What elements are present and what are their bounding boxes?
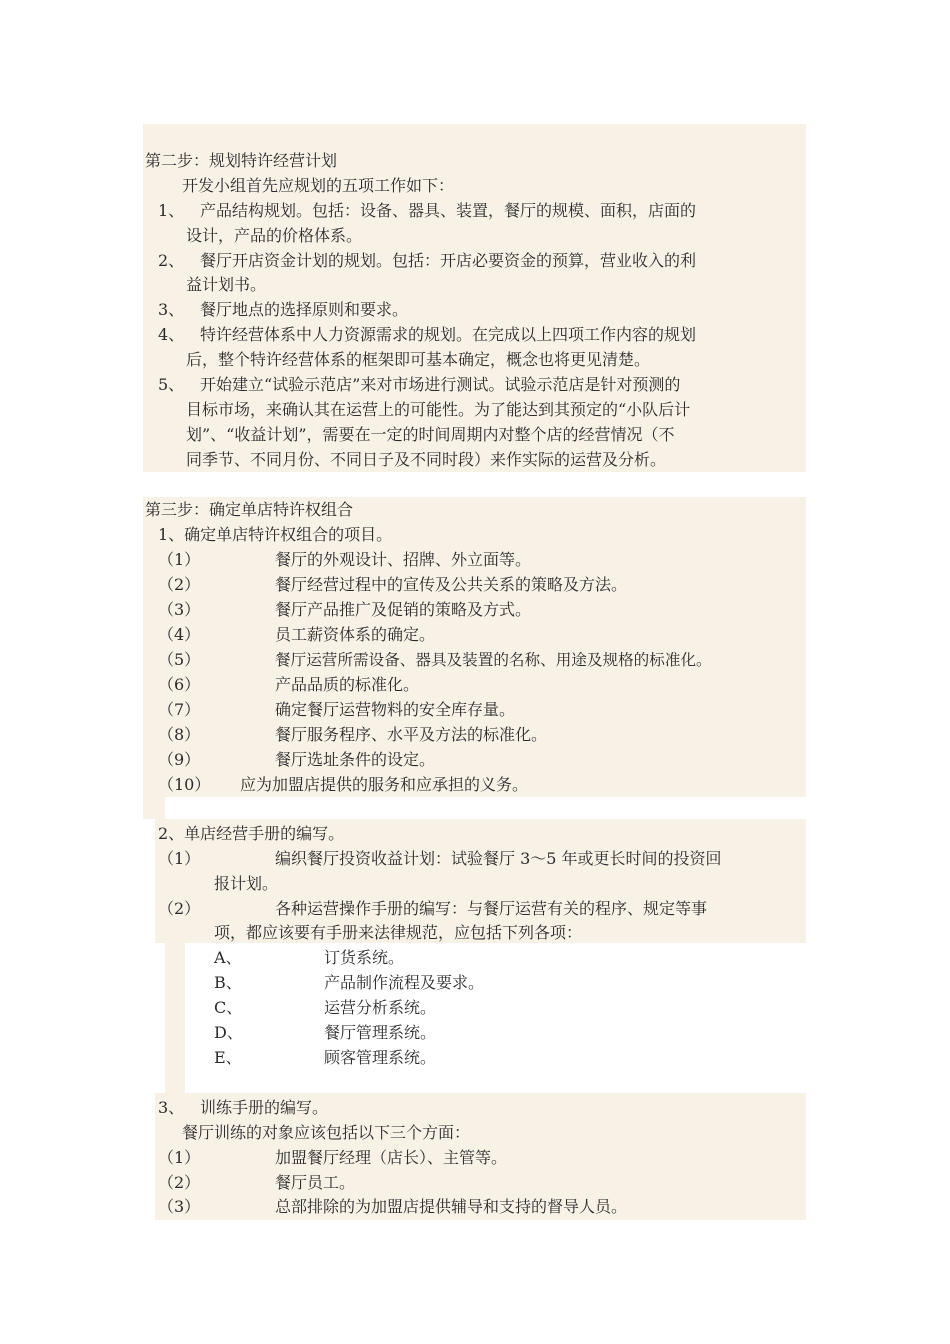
part2-sub-e-num: E、 — [214, 1048, 242, 1067]
part1-item3-text: 餐厅产品推广及促销的策略及方式。 — [275, 600, 532, 619]
part2-item2-line2: 项，都应该要有手册来法律规范，应包括下列各项： — [214, 923, 583, 942]
part1-item8-text: 餐厅服务程序、水平及方法的标准化。 — [275, 725, 548, 744]
part2-sub-a-text: 订货系统。 — [324, 948, 405, 967]
part2-sub-e-text: 顾客管理系统。 — [324, 1048, 437, 1067]
section3-part3-intro: 餐厅训练的对象应该包括以下三个方面： — [182, 1123, 471, 1142]
part1-item10-num: （10） — [158, 775, 211, 794]
part2-item1-line1: 编织餐厅投资收益计划：试验餐厅 3～5 年或更长时间的投资回 — [275, 849, 722, 868]
section3-part1-heading: 1、确定单店特许权组合的项目。 — [158, 525, 393, 544]
section2-item2-line1: 餐厅开店资金计划的规划。包括：开店必要资金的预算，营业收入的利 — [200, 251, 697, 270]
part1-item5-text: 餐厅运营所需设备、器具及装置的名称、用途及规格的标准化。 — [275, 651, 712, 669]
content-background-3 — [143, 797, 165, 819]
section3-part2-heading: 2、单店经营手册的编写。 — [158, 824, 345, 843]
part2-sub-d-num: D、 — [214, 1023, 243, 1042]
part1-item1-text: 餐厅的外观设计、招牌、外立面等。 — [275, 550, 532, 569]
part1-item6-text: 产品品质的标准化。 — [275, 675, 420, 694]
section2-item4-line1: 特许经营体系中人力资源需求的规划。在完成以上四项工作内容的规划 — [200, 325, 697, 344]
section2-title: 第二步：规划特许经营计划 — [145, 151, 338, 170]
section2-item1-line1: 产品结构规划。包括：设备、器具、装置，餐厅的规模、面积，店面的 — [200, 201, 697, 220]
part1-item4-text: 员工薪资体系的确定。 — [275, 625, 436, 644]
section3-title: 第三步：确定单店特许权组合 — [145, 500, 354, 519]
part1-item9-text: 餐厅选址条件的设定。 — [275, 750, 436, 769]
part1-item6-num: （6） — [158, 675, 201, 694]
section2-item3-num: 3、 — [158, 300, 185, 319]
part1-item7-num: （7） — [158, 700, 201, 719]
part2-sub-d-text: 餐厅管理系统。 — [324, 1023, 437, 1042]
part2-sub-c-text: 运营分析系统。 — [324, 998, 437, 1017]
section2-item5-line3: 划”、“收益计划”，需要在一定的时间周期内对整个店的经营情况（不 — [186, 425, 675, 444]
part1-item9-num: （9） — [158, 750, 201, 769]
part1-item5-num: （5） — [158, 650, 201, 669]
section2-item3-line1: 餐厅地点的选择原则和要求。 — [200, 300, 409, 319]
section2-item1-num: 1、 — [158, 201, 185, 220]
content-background-5 — [165, 943, 185, 1093]
section2-intro: 开发小组首先应规划的五项工作如下： — [182, 176, 455, 195]
section2-item5-line2: 目标市场，来确认其在运营上的可能性。为了能达到其预定的“小队后计 — [186, 400, 691, 419]
section2-item2-num: 2、 — [158, 251, 185, 270]
part1-item2-num: （2） — [158, 575, 201, 594]
section2-item1-line2: 设计，产品的价格体系。 — [186, 226, 363, 245]
part3-item1-text: 加盟餐厅经理（店长）、主管等。 — [275, 1148, 508, 1167]
section2-item4-line2: 后，整个特许经营体系的框架即可基本确定，概念也将更见清楚。 — [186, 350, 651, 369]
part1-item1-num: （1） — [158, 550, 201, 569]
part3-item1-num: （1） — [158, 1148, 201, 1167]
part2-item2-line1: 各种运营操作手册的编写：与餐厅运营有关的程序、规定等事 — [275, 899, 708, 918]
section3-part3-heading: 训练手册的编写。 — [200, 1098, 329, 1117]
part3-item3-num: （3） — [158, 1197, 201, 1216]
section2-item5-num: 5、 — [158, 375, 185, 394]
part3-item3-text: 总部排除的为加盟店提供辅导和支持的督导人员。 — [275, 1197, 628, 1216]
part2-item1-line2: 报计划。 — [214, 874, 279, 893]
part2-item2-num: （2） — [158, 899, 201, 918]
part1-item3-num: （3） — [158, 600, 201, 619]
part3-item2-num: （2） — [158, 1173, 201, 1192]
part2-sub-a-num: A、 — [214, 948, 242, 967]
part1-item4-num: （4） — [158, 625, 201, 644]
part3-item2-text: 餐厅员工。 — [275, 1173, 356, 1192]
section3-part3-num: 3、 — [158, 1098, 185, 1117]
part1-item10-text: 应为加盟店提供的服务和应承担的义务。 — [240, 775, 529, 794]
part1-item8-num: （8） — [158, 725, 201, 744]
section2-item2-line2: 益计划书。 — [186, 275, 267, 294]
part2-sub-b-text: 产品制作流程及要求。 — [324, 973, 485, 992]
part2-sub-b-num: B、 — [214, 973, 242, 992]
part1-item2-text: 餐厅经营过程中的宣传及公共关系的策略及方法。 — [275, 575, 628, 594]
part2-sub-c-num: C、 — [214, 998, 243, 1017]
section2-item5-line1: 开始建立“试验示范店”来对市场进行测试。试验示范店是针对预测的 — [200, 375, 681, 394]
part1-item7-text: 确定餐厅运营物料的安全库存量。 — [275, 700, 516, 719]
part2-item1-num: （1） — [158, 849, 201, 868]
section2-item4-num: 4、 — [158, 325, 185, 344]
section2-item5-line4: 同季节、不同月份、不同日子及不同时段）来作实际的运营及分析。 — [186, 450, 667, 469]
